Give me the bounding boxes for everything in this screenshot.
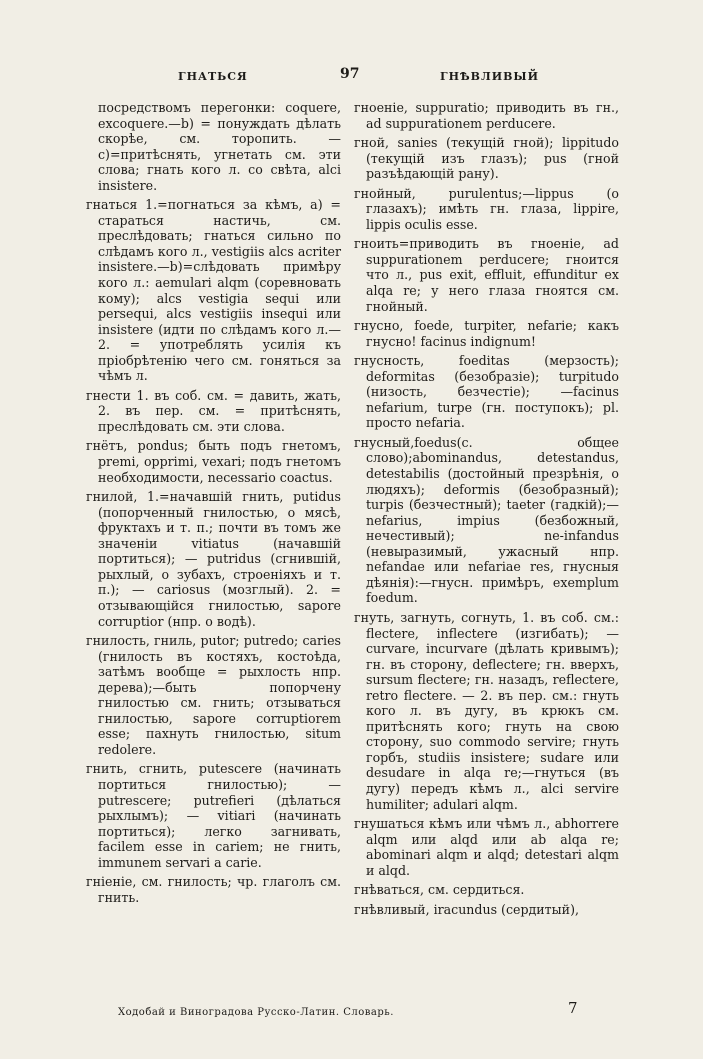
dictionary-entry: гнусно, foede, turpiter, nefarie; какъ гнусно! facinus indignum! [354,318,619,349]
dictionary-entry: гнѣвливый, iracundus (сердитый), [354,901,579,917]
dictionary-entry: гноить=приводить въ гноеніе, ad suppurationem perducere; гноится что л., pus exit, effluit, effunditur ex alqa re; у него глаза гноятся см. гнойный. [354,236,619,314]
left-column [86,100,341,909]
dictionary-entry: посредствомъ перегонки: coquere, excoquere.—b) = понуждать дѣлать скорѣе, см. торопить. — c)=притѣснять, угнетать см. эти слова; гнать кого л. со свѣта, alci insistere. [98,100,341,193]
footer-title: Ходобай и Виноградова Русско-Латин. Словарь. [118,1007,394,1018]
header-left-word: ГНАТЬСЯ [178,70,248,83]
dictionary-entry: гнести 1. въ соб. см. = давить, жать, 2. въ пер. см. = притѣснять, преслѣдовать см. эти слова. [86,387,341,434]
dictionary-entry: гнуть, загнуть, согнуть, 1. въ соб. см.: flectere, inflectere (изгибать); — curvare, incurvare (дѣлать кривымъ); гн. въ сторону, deflectere; гн. вверхъ, sursum flectere; гн. назадъ, reflectere, retro flectere. — 2. въ пер. см.: гнуть кого л. въ дугу, въ крюкъ см. притѣснять кого; гнуть на свою сторону, suo commodo servire; гнуть горбъ, studiis insistere; sudare или desudare in alqa re;—гнуться (въ дугу) передъ кѣмъ л., alci servire humiliter; adulari alqm. [354,609,619,812]
header-right-word: ГНѢВЛИВЫЙ [440,70,539,83]
page-number: 97 [340,66,360,82]
dictionary-entry: гнусность, foeditas (мерзость); deformitas (безобразіе); turpitudo (низость, безчестіе); —facinus nefarium, turpe (гн. поступокъ); pl. просто nefaria. [354,353,619,431]
dictionary-entry: гнить, сгнить, putescere (начинать портиться гнилостью); — putrescere; putrefieri (дѣлаться рыхлымъ); — vitiari (начинать портиться); легко загнивать, facilem esse in cariem; не гнить, immunem servari a carie. [86,761,341,870]
page-footer [118,999,588,1018]
dictionary-entry: гнусный,foedus(с. общее слово);abominandus, detestandus, detestabilis (достойный презрѣнія, о людяхъ); deformis (безобразный); turpis (безчестный); taeter (гадкій);—nefarius, impius (безбожный, нечестивый); ne-infandus (невыразимый, ужасный нпр. nefandae или nefariae res, гнусныя дѣянія):—гнусн. примѣръ, exemplum foedum. [354,434,619,606]
dictionary-entry: гнѣваться, см. сердиться. [354,882,525,898]
running-header [0,66,703,86]
dictionary-entry: гнилой, 1.=начавшій гнить, putidus (попорченный гнилостью, о мясѣ, фруктахъ и т. п.; почти въ томъ же значеніи vitiatus (начавшій портиться); — putridus (сгнившій, рыхлый, о зубахъ, строеніяхъ и т. п.); — cariosus (мозглый). 2. = отзывающійся гнилостью, sapore corruptior (нпр. о водѣ). [86,489,341,629]
dictionary-entry: гнойный, purulentus;—lippus (о глазахъ); имѣть гн. глаза, lippire, lippis oculis esse. [354,185,619,232]
dictionary-entry: гнаться 1.=погнаться за кѣмъ, a) = стараться настичь, см. преслѣдовать; гнаться сильно по слѣдамъ кого л., vestigiis alcs acriter insistere.—b)=слѣдовать примѣру кого л.: aemulari alqm (соревновать кому); alcs vestigia sequi или persequi, alcs vestigiis insequi или insistere (идти по слѣдамъ кого л.—2. = употреблять усилія къ пріобрѣтенію чего см. гоняться за чѣмъ л. [86,197,341,384]
dictionary-entry: гноеніе, suppuratio; приводить въ гн., ad suppurationem perducere. [354,100,619,131]
signature-mark: 7 [568,999,579,1017]
dictionary-entry: гнушаться кѣмъ или чѣмъ л., abhorrere alqm или alqd или ab alqa re; abominari alqm и alqd; detestari alqm и alqd. [354,816,619,878]
dictionary-entry: гной, sanies (текущій гной); lippitudo (текущій изъ глазъ); pus (гной разъѣдающій рану). [354,135,619,182]
right-column [354,100,619,921]
dictionary-entry: гнётъ, pondus; быть подъ гнетомъ, premi, opprimi, vexari; подъ гнетомъ необходимости, necessario coactus. [86,438,341,485]
dictionary-entry: гнилость, гниль, putor; putredo; caries (гнилость въ костяхъ, костоѣда, затѣмъ вообще = рыхлость нпр. дерева);—быть попорчену гнилостью см. гнить; отзываться гнилостью, sapore corruptiorem esse; пахнуть гнилостью, situm redolere. [86,633,341,757]
dictionary-entry: гніеніе, см. гнилость; чр. глаголъ см. гнить. [86,874,341,905]
